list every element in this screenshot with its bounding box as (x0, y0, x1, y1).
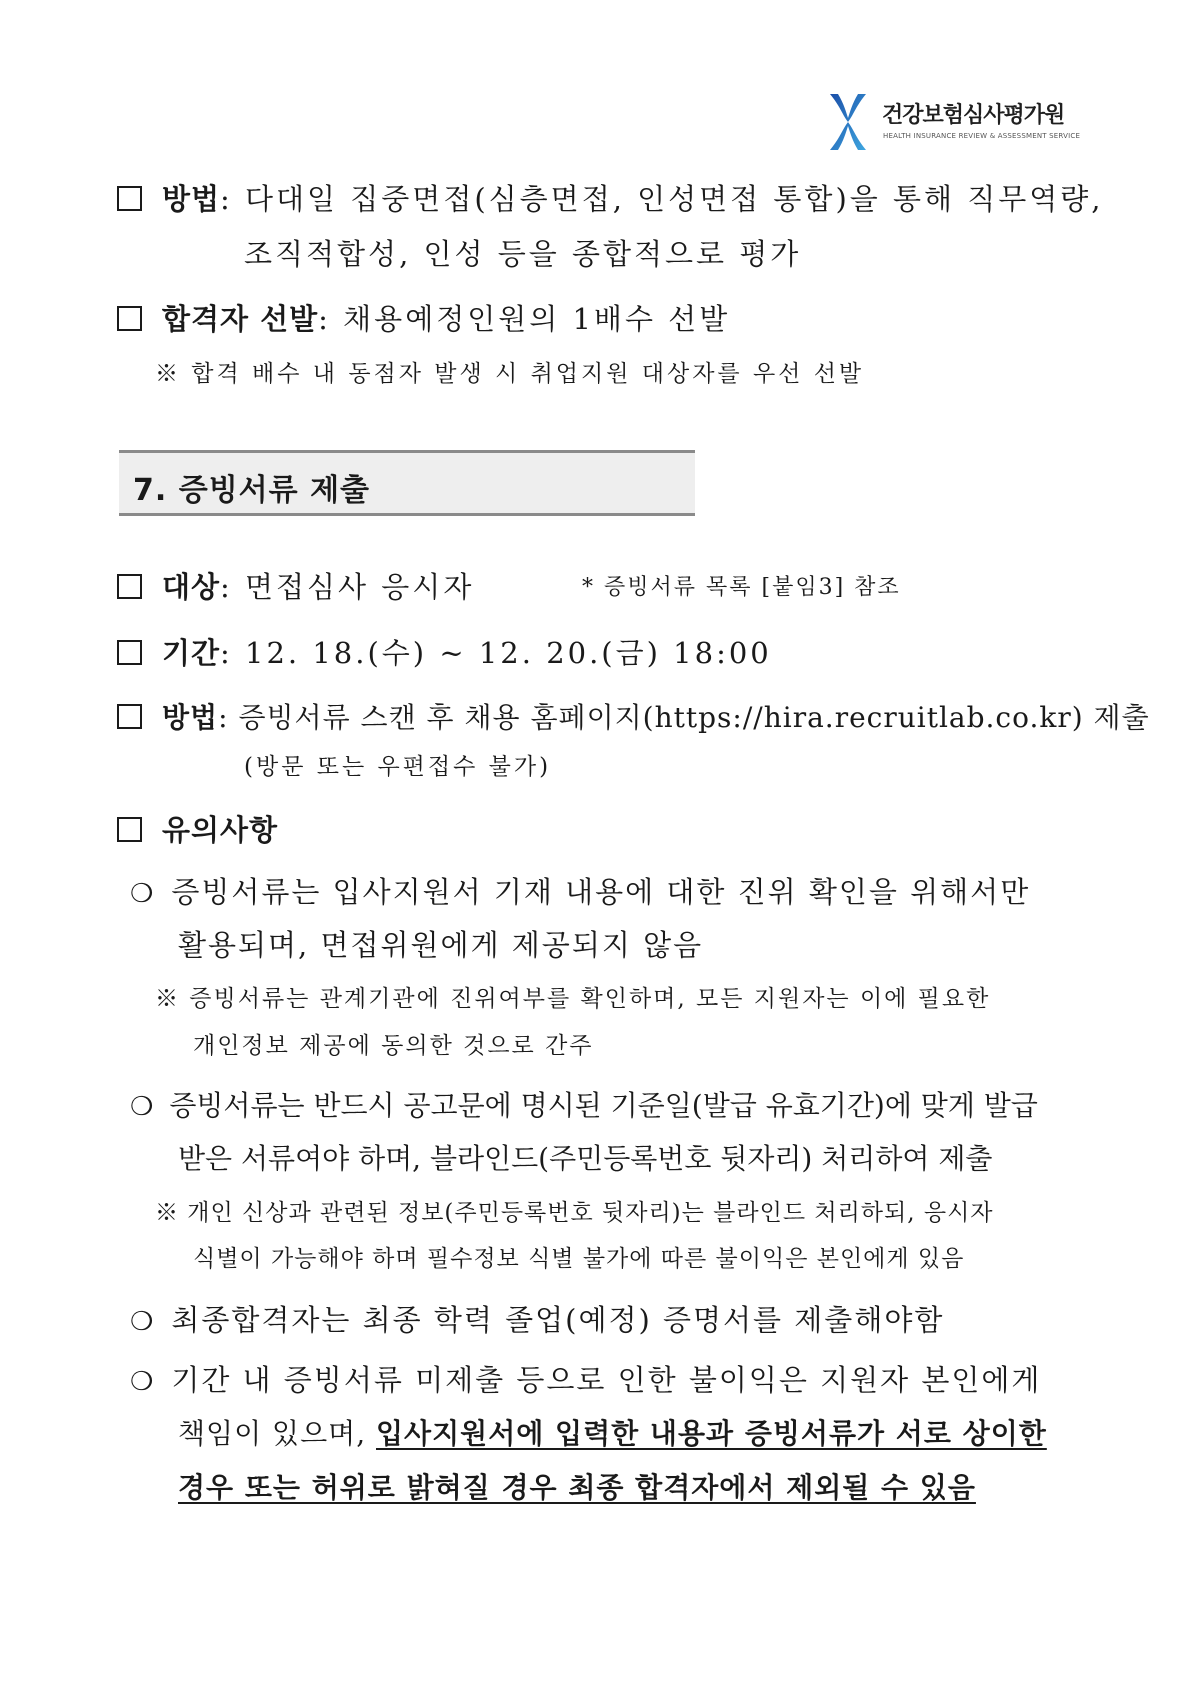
logo (826, 92, 1081, 152)
note-item-2-cont: 받은 서류여야 하며, 블라인드(주민등록번호 뒷자리) 처리하여 제출 (178, 1142, 993, 1175)
method7-line-1 (117, 696, 1150, 736)
note-item-4-plain: 책임이 있으며, (178, 1417, 376, 1450)
note-item-3-text: 최종합격자는 최종 학력 졸업(예정) 증명서를 제출해야함 (171, 1303, 945, 1337)
bullet-circle-icon: ❍ (130, 1092, 154, 1122)
checkbox-icon (117, 640, 142, 665)
note-item-1-cont: 활용되며, 면접위원에게 제공되지 않음 (178, 928, 704, 962)
period-label: 기간 (162, 636, 221, 670)
bullet-circle-icon: ❍ (130, 1367, 156, 1397)
checkbox-icon (117, 306, 142, 331)
section-header (119, 450, 695, 516)
method-line-1 (117, 177, 1104, 218)
note-item-1-remark: ※ 증빙서류는 관계기관에 진위여부를 확인하며, 모든 지원자는 이에 필요한 (155, 986, 991, 1012)
note-item-2-remark-cont: 식별이 가능해야 하며 필수정보 식별 불가에 따른 불이익은 본인에게 있음 (193, 1246, 965, 1272)
note-item-4-emphasis: 입사지원서에 입력한 내용과 증빙서류가 서로 상이한 (376, 1417, 1047, 1450)
note-item-4-text: 기간 내 증빙서류 미제출 등으로 인한 불이익은 지원자 본인에게 (171, 1363, 1042, 1397)
selection-label: 합격자 선발 (162, 302, 319, 336)
method-line-2: 조직적합성, 인성 등을 종합적으로 평가 (244, 237, 802, 271)
notes-label: 유의사항 (162, 813, 279, 847)
period-text: : 12. 18.(수) ~ 12. 20.(금) 18:00 (220, 636, 772, 670)
note-item-4 (130, 1358, 1041, 1399)
selection-text: : 채용예정인원의 1배수 선발 (318, 302, 731, 336)
checkbox-icon (117, 704, 142, 729)
bullet-circle-icon: ❍ (130, 1307, 156, 1337)
selection-line (117, 297, 730, 338)
target-text: : 면접심사 응시자 (220, 570, 475, 604)
note-item-1 (130, 870, 1030, 911)
target-reference: * 증빙서류 목록 [붙임3] 참조 (582, 575, 901, 600)
checkbox-icon (117, 574, 142, 599)
section-title: 7. 증빙서류 제출 (133, 473, 371, 508)
method-label: 방법 (162, 182, 221, 216)
target-line (117, 565, 474, 606)
note-item-4-emphasis-2: 경우 또는 허위로 밝혀질 경우 최종 합격자에서 제외될 수 있음 (178, 1471, 976, 1504)
note-item-1-text: 증빙서류는 입사지원서 기재 내용에 대한 진위 확인을 위해서만 (171, 875, 1031, 909)
target-label: 대상 (162, 570, 221, 604)
logo-subtitle: HEALTH INSURANCE REVIEW & ASSESSMENT SERVICE (883, 132, 1081, 140)
logo-name: 건강보험심사평가원 (882, 103, 1065, 128)
note-item-1-remark-cont: 개인정보 제공에 동의한 것으로 간주 (193, 1033, 594, 1059)
method7-label: 방법 (162, 701, 219, 734)
checkbox-icon (117, 186, 142, 211)
method7-line-2: (방문 또는 우편접수 불가) (244, 754, 552, 780)
period-line (117, 631, 772, 672)
note-item-4-emphasis-cont (178, 1466, 976, 1506)
note-item-2-text: 증빙서류는 반드시 공고문에 명시된 기준일(발급 유효기간)에 맞게 발급 (169, 1089, 1038, 1122)
bullet-circle-icon: ❍ (130, 879, 156, 909)
method-text: : 다대일 집중면접(심층면접, 인성면접 통합)을 통해 직무역량, (220, 182, 1104, 216)
selection-note: ※ 합격 배수 내 동점자 발생 시 취업지원 대상자를 우선 선발 (155, 361, 865, 387)
hira-logo-icon (826, 92, 870, 152)
note-item-2-remark: ※ 개인 신상과 관련된 정보(주민등록번호 뒷자리)는 블라인드 처리하되, 응시자 (155, 1200, 994, 1226)
method7-text: : 증빙서류 스캔 후 채용 홈페이지(https://hira.recruitlab.co.kr) 제출 (218, 701, 1150, 734)
checkbox-icon (117, 817, 142, 842)
notes-header (117, 808, 278, 849)
note-item-3 (130, 1298, 944, 1339)
note-item-2 (130, 1084, 1038, 1124)
note-item-4-cont (178, 1412, 1047, 1452)
